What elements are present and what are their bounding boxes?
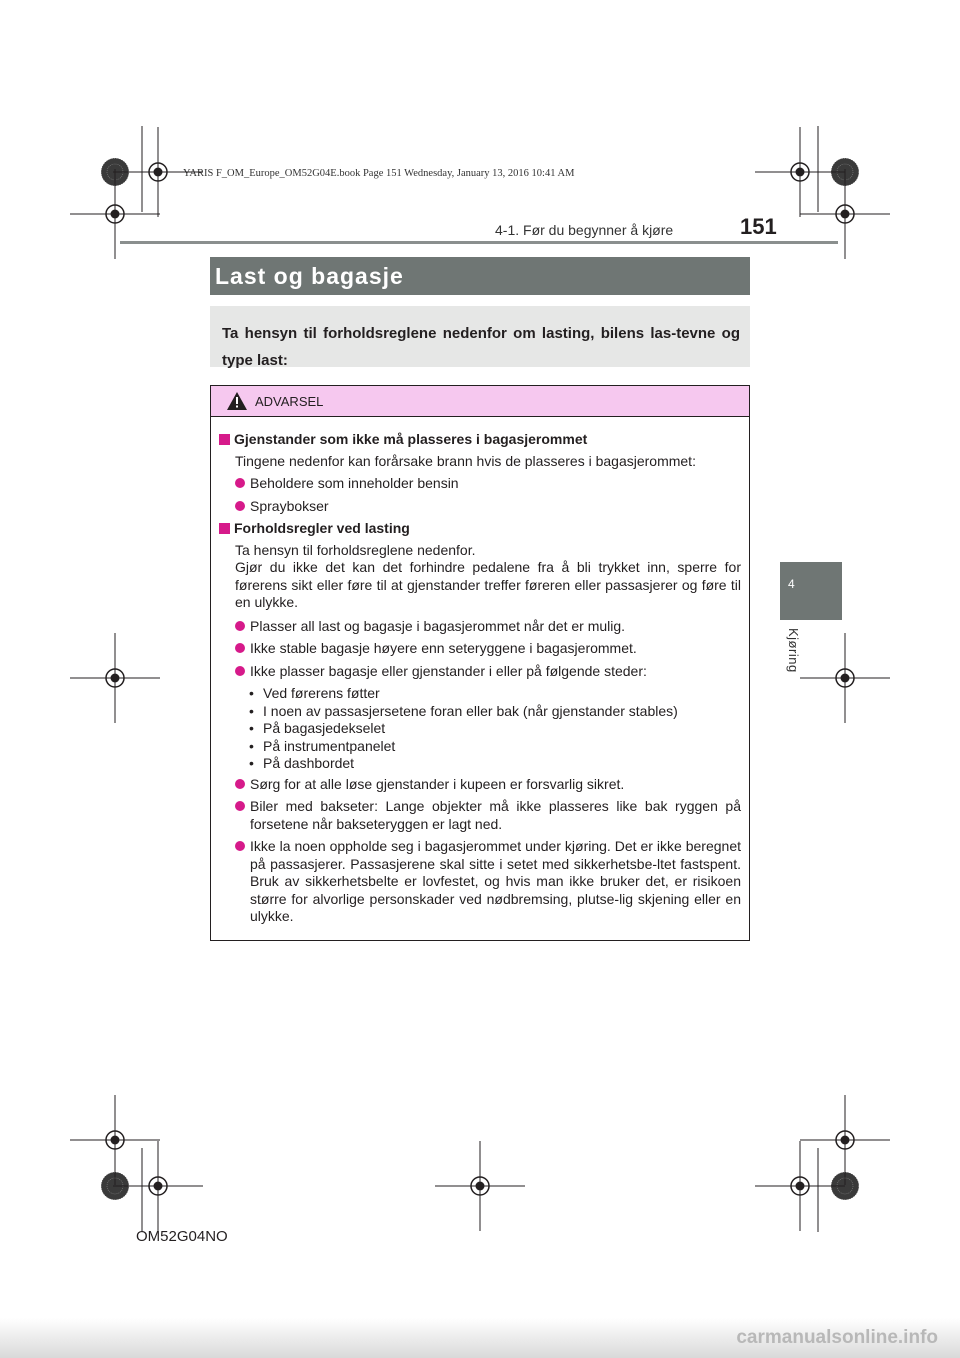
sub-list-item: • På instrumentpanelet: [249, 737, 396, 754]
book-metadata: YARIS F_OM_Europe_OM52G04E.book Page 151 Wednesday, January 13, 2016 10:41 AM: [183, 168, 575, 179]
page-number: 151: [740, 214, 777, 239]
sub-list-item: • I noen av passasjersetene foran eller bak (når gjenstander stables): [249, 702, 678, 719]
list-item-text: Spraybokser: [250, 497, 329, 514]
document-code: OM52G04NO: [136, 1228, 228, 1245]
page-title: Last og bagasje: [210, 257, 750, 295]
list-item-text: Plasser all last og bagasje i bagasjerommet når det er mulig.: [250, 617, 626, 634]
sub-list-item: • På dashbordet: [249, 755, 355, 771]
sub-list-item: • Ved førerens føtter: [249, 685, 380, 701]
list-item-text: Ikke stable bagasje høyere enn seteryggene i bagasjerommet.: [250, 640, 637, 656]
watermark: carmanualsonline.info: [0, 1318, 960, 1358]
paragraph: Tingene nedenfor kan forårsake brann hvis de plasseres i bagasjerommet:: [235, 452, 696, 469]
list-item-text: Biler med bakseter: Lange objekter må ikke plasseres like bak ryggen på forsetene når bakseteryggen er lagt ned.: [250, 798, 741, 832]
section-heading-text: Gjenstander som ikke må plasseres i bagasjerommet: [234, 431, 588, 447]
list-item-text: Beholdere som inneholder bensin: [250, 475, 459, 491]
list-item-text: Ikke plasser bagasje eller gjenstander i eller på følgende steder:: [250, 662, 647, 679]
section-title: 4-1. Før du begynner å kjøre: [495, 222, 674, 238]
warning-label: ADVARSEL: [255, 394, 324, 409]
paragraph-line: Ta hensyn til forholdsreglene nedenfor.: [235, 541, 476, 558]
sub-list-item: • På bagasjedekselet: [249, 720, 386, 736]
section-heading-text: Forholdsregler ved lasting: [234, 520, 410, 536]
chapter-number: 4: [788, 577, 795, 591]
list-item-text: Sørg for at alle løse gjenstander i kupeen er forsvarlig sikret.: [250, 775, 625, 792]
intro-box: Ta hensyn til forholdsreglene nedenfor om lasting, bilens las-tevne og type last:: [210, 306, 750, 367]
list-item-text: Ikke la noen oppholde seg i bagasjerommet under kjøring. Det er ikke beregnet på passasjerer. Passasjerene skal sitte i setet med sikkerhetsbe-ltet fastspent. Bruk av sikkerhetsbelte er lovfestet, og hvis man ikke bruker det, er risikoen større for alvorlige personskader ved nødbremsing, plutse-lig skjening eller en ulykke.: [250, 838, 741, 924]
chapter-label: Kjøring: [786, 628, 801, 673]
paragraph-line: Gjør du ikke det kan det forhindre pedalene fra å bli trykket inn, sperre for førerens sikt eller føre til at gjenstander treffer føreren eller passasjerer og føre til en ulykke.: [235, 559, 741, 610]
